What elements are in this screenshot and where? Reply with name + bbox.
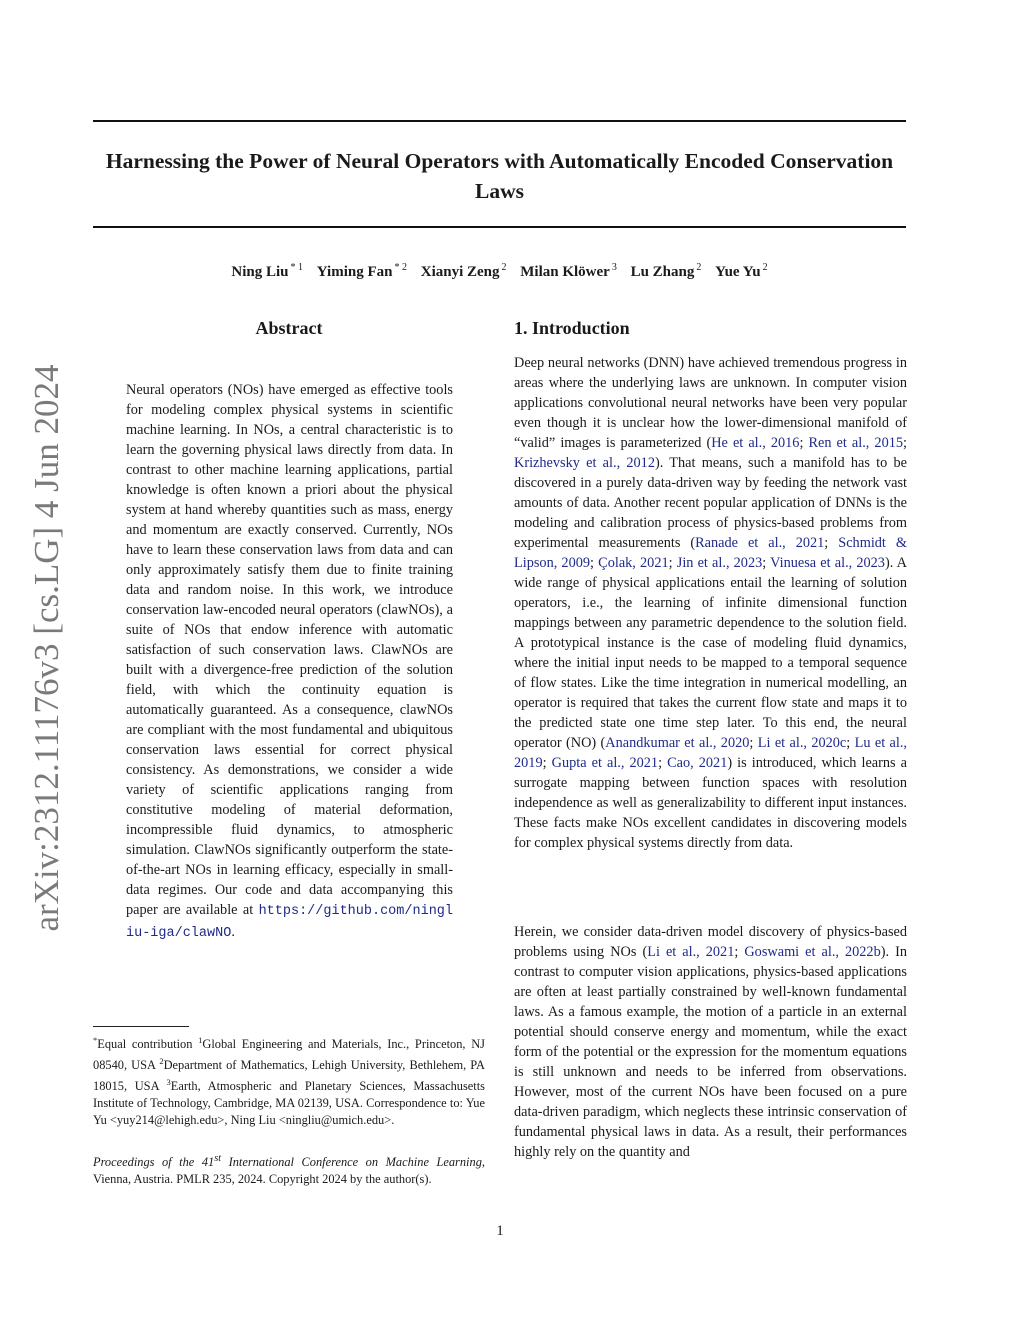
author-list	[93, 262, 906, 281]
introduction-heading: 1. Introduction	[514, 318, 630, 338]
proceedings-ordinal: 41	[201, 1155, 215, 1170]
author-affiliation: 2	[501, 262, 507, 273]
author	[631, 264, 702, 280]
citation-link[interactable]: Cao, 2021	[667, 755, 728, 771]
author-name: Yiming Fan	[316, 264, 393, 280]
footnote-text: Earth, Atmospheric and Planetary Sciences, Massachusetts Institute of Technology, Cambridge, MA 02139, USA. Correspondence to: Yue Yu <yuy214@lehigh.edu>, Ning Liu <ningliu@umich.edu>.	[93, 1079, 485, 1128]
abstract-end: .	[231, 924, 235, 940]
author-name: Milan Klöwer	[520, 264, 610, 280]
footnote-mark: 3	[166, 1077, 171, 1088]
citation-link[interactable]: Vinuesa et al., 2023	[770, 555, 885, 571]
paragraph-text: ). That means, such a manifold has to be discovered in a purely data-driven way by feeding the network vast amounts of data. Another recent popular application of DNNs is the modeling and calibration process of physics-based problems from experimental measurements (	[514, 455, 907, 551]
paragraph-text: ;	[749, 735, 758, 751]
author-name: Yue Yu	[715, 264, 761, 280]
proceedings-rest: , Vienna, Austria. PMLR 235, 2024. Copyright 2024 by the author(s).	[93, 1155, 485, 1187]
abstract-body	[126, 380, 453, 944]
intro-paragraph-1	[514, 353, 907, 853]
abstract-text: Neural operators (NOs) have emerged as effective tools for modeling complex physical systems in scientific machine learning. In NOs, a central characteristic is to learn the governing physical laws directly from data. In contrast to other machine learning applications, partial knowledge is often known a priori about the physical system at hand whereby quantities such as mass, energy and momentum are exactly conserved. Currently, NOs have to learn these conservation laws from data and can only approximately satisfy them due to finite training data and random noise. In this work, we introduce conservation law-encoded neural operators (clawNOs), a suite of NOs that endow inference with automatic satisfaction of such conservation laws. ClawNOs are built with a divergence-free prediction of the solution field, with which the continuity equation is automatically guaranteed. As a consequence, clawNOs are compliant with the most fundamental and ubiquitous conservation laws essential for correct physical consistency. As demonstrations, we consider a wide variety of scientific applications ranging from constitutive modeling of material deformation, incompressible fluid dynamics, to atmospheric simulation. ClawNOs significantly outperform the state-of-the-art NOs in learning efficacy, especially in small-data regimes. Our code and data accompanying this paper are available at	[126, 382, 453, 918]
author	[715, 264, 767, 280]
citation-link[interactable]: Anandkumar et al., 2020	[605, 735, 750, 751]
arxiv-stamp-text: arXiv:2312.11176v3 [cs.LG] 4 Jun 2024	[27, 364, 66, 932]
author	[231, 264, 303, 280]
paragraph-text: ;	[903, 435, 908, 451]
footnote-text: Global Engineering and Materials, Inc., Princeton, NJ 08540, USA	[93, 1037, 485, 1073]
author-affiliation: 2	[696, 262, 702, 273]
citation-link[interactable]: Ranade et al., 2021	[695, 535, 825, 551]
affiliation-footnote	[93, 1032, 485, 1129]
page-number: 1	[496, 1223, 504, 1239]
citation-link[interactable]: Li et al., 2021	[647, 944, 735, 960]
footnote-rule	[93, 1026, 189, 1027]
footnote-mark: 1	[198, 1035, 203, 1045]
author	[317, 264, 407, 280]
proceedings-note	[93, 1150, 485, 1188]
paragraph-text: ;	[542, 755, 552, 771]
paragraph-text: ;	[799, 435, 809, 451]
proceedings-italic: Proceedings of the	[93, 1155, 202, 1170]
citation-link[interactable]: Jin et al., 2023	[676, 555, 763, 571]
paragraph-text: Herein, we consider data-driven model discovery of physics-based problems using NOs (	[514, 924, 907, 960]
paragraph-text: ). A wide range of physical applications entail the learning of solution operators, i.e., the learning of infinite dimensional function mappings between any parametric dependence to the solution field. A prototypical instance is the case of modeling fluid dynamics, where the initial input needs to be mapped to a temporal sequence of flow states. Like the time integration in numerical modelling, an operator is required that takes the current flow state and maps it to the predicted state one time step later. To this end, the neural operator (NO) (	[514, 555, 907, 751]
arxiv-stamp	[12, 364, 82, 932]
paragraph-text: ;	[762, 555, 771, 571]
footnote-text: Equal contribution	[97, 1037, 199, 1052]
paragraph-text: ;	[824, 535, 839, 551]
author-name: Lu Zhang	[630, 264, 695, 280]
citation-link[interactable]: Schmidt & Lipson, 2009	[514, 535, 908, 571]
proceedings-italic: International Conference on Machine Learning	[221, 1155, 482, 1170]
paragraph-text: Deep neural networks (DNN) have achieved tremendous progress in areas where the underlying laws are unknown. In computer vision applications convolutional neural networks have been very popular even though it is unclear how the lower-dimensional manifold of “valid” images is parameterized (	[514, 355, 907, 451]
paragraph-text: ;	[846, 735, 855, 751]
citation-link[interactable]: Çolak, 2021	[598, 555, 669, 571]
author-name: Ning Liu	[231, 264, 289, 280]
citation-link[interactable]: He et al., 2016	[711, 435, 800, 451]
author-name: Xianyi Zeng	[420, 264, 500, 280]
citation-link[interactable]: Ren et al., 2015	[808, 435, 904, 451]
intro-paragraph-2	[514, 922, 907, 1162]
paragraph-text: ) is introduced, which learns a surrogate mapping between function spaces with resolution independence as well as generalizability to different input instances. These facts make NOs excellent candidates in discovering models for complex physical systems directly from data.	[514, 755, 908, 851]
citation-link[interactable]: Li et al., 2020c	[757, 735, 847, 751]
paragraph-text: ;	[668, 555, 677, 571]
author-affiliation: * 2	[394, 262, 407, 273]
author-affiliation: 2	[762, 262, 768, 273]
title-rule-top	[93, 120, 906, 122]
citation-link[interactable]: Gupta et al., 2021	[551, 755, 659, 771]
paragraph-text: ;	[658, 755, 668, 771]
paragraph-text: ). In contrast to computer vision applications, physics-based applications are often at least partially constrained by well-known fundamental laws. As a famous example, the motion of a particle in an external potential should conserve energy and momentum, while the exact form of the potential or the expression for the momentum equations is still unknown and needs to be inferred from observations. However, most of the current NOs have been focused on a pure data-driven paradigm, which neglects these intrinsic conservation of fundamental physical laws in data. As a result, their performances highly rely on the quantity and	[514, 944, 907, 1160]
author	[421, 264, 507, 280]
author-affiliation: 3	[611, 262, 617, 273]
author	[520, 264, 617, 280]
paper-title: Harnessing the Power of Neural Operators with Automatically Encoded Conservation Laws	[105, 149, 894, 203]
proceedings-ordinal-suffix: st	[214, 1153, 222, 1164]
code-link[interactable]: https://github.com/ningliu-iga/clawNO	[126, 904, 453, 941]
footnote-mark: 2	[159, 1056, 164, 1067]
citation-link[interactable]: Krizhevsky et al., 2012	[514, 455, 655, 471]
paragraph-text: ;	[734, 944, 745, 960]
footnote-text: Department of Mathematics, Lehigh University, Bethlehem, PA 18015, USA	[93, 1058, 486, 1094]
title-rule-bottom	[93, 226, 906, 228]
citation-link[interactable]: Lu et al., 2019	[514, 735, 907, 771]
paragraph-text: ;	[590, 555, 599, 571]
author-affiliation: * 1	[290, 262, 304, 273]
citation-link[interactable]: Goswami et al., 2022b	[744, 944, 881, 960]
abstract-heading: Abstract	[255, 318, 323, 338]
footnote-mark: *	[93, 1035, 98, 1045]
